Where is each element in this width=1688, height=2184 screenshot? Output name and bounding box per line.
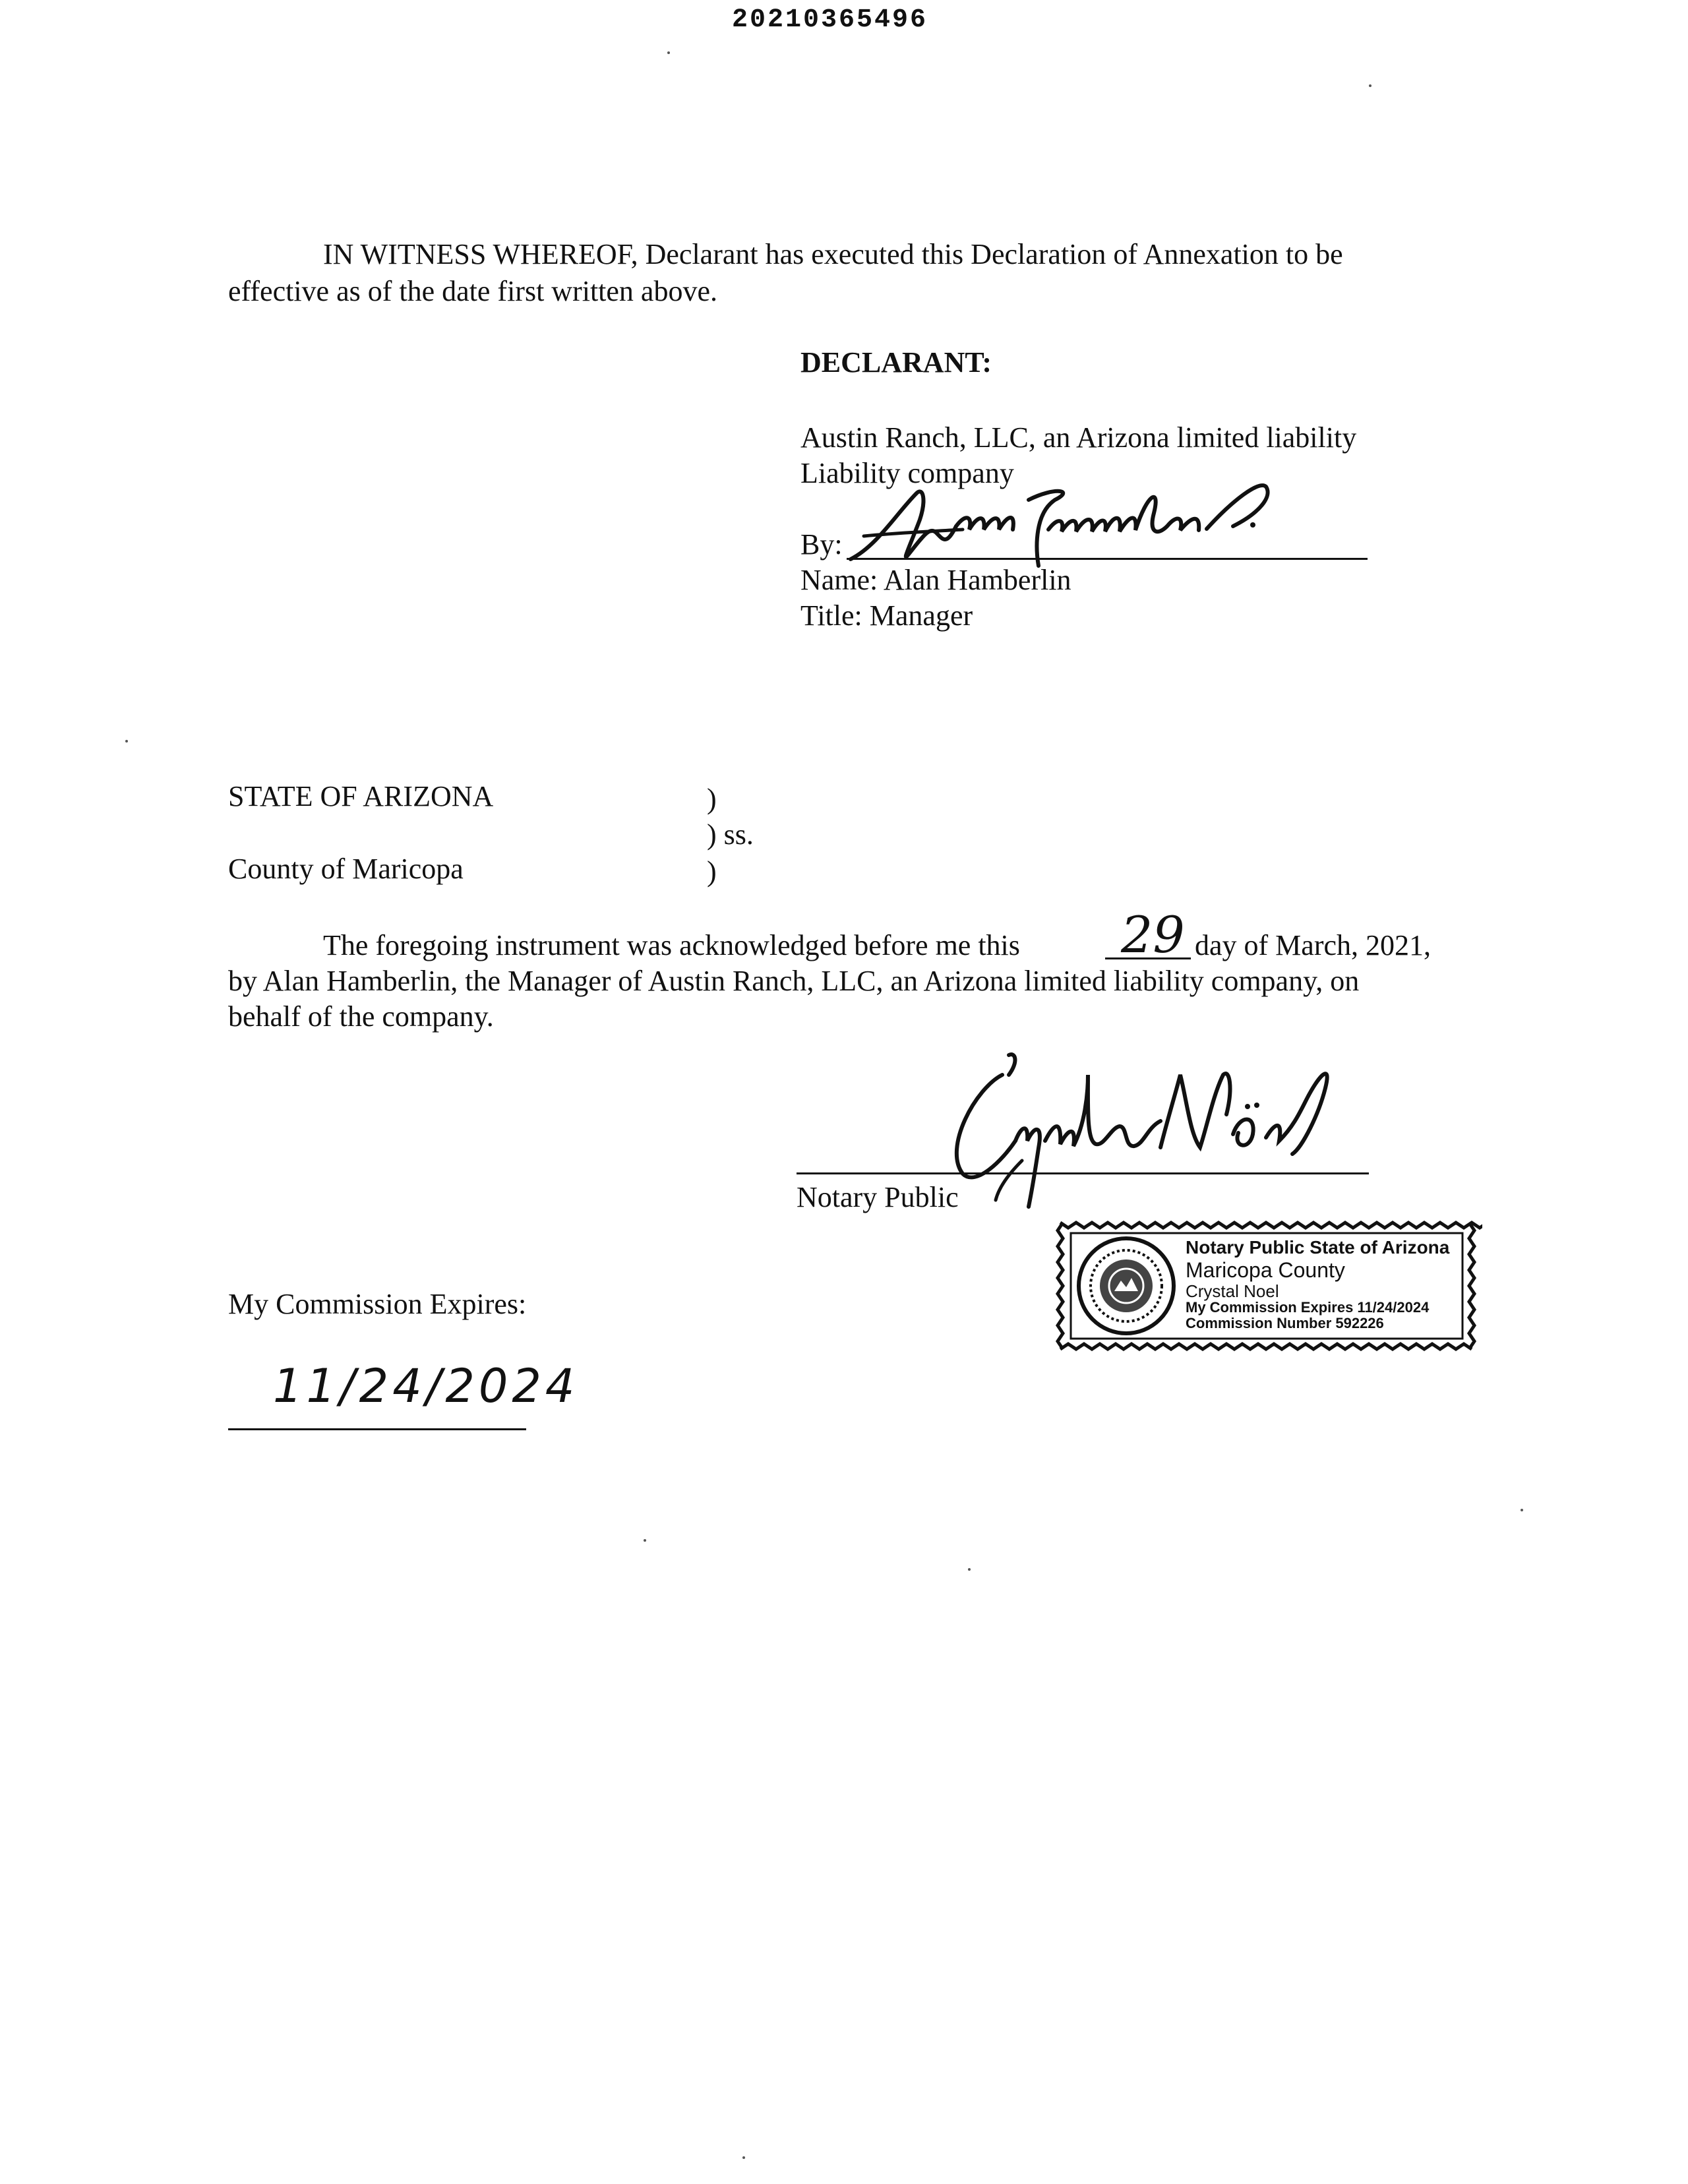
scan-speck <box>125 740 128 743</box>
venue-county: County of Maricopa <box>228 853 464 885</box>
witness-clause-line2: effective as of the date first written above. <box>228 275 717 307</box>
stamp-line2: Maricopa County <box>1186 1258 1345 1282</box>
venue-state: STATE OF ARIZONA <box>228 780 494 812</box>
commission-date-handwritten: 11/24/2024 <box>273 1359 579 1413</box>
scan-speck <box>742 2156 745 2159</box>
notary-signature <box>923 1048 1358 1220</box>
acknowledgment-line1-after: day of March, 2021, <box>1195 929 1432 961</box>
day-handwritten: 29 <box>1121 905 1185 964</box>
scan-speck <box>644 1539 646 1542</box>
by-label: By: <box>800 528 843 561</box>
declarant-company-line2: Liability company <box>800 457 1014 489</box>
venue-paren-3: ) <box>707 855 717 888</box>
notary-public-label: Notary Public <box>797 1181 959 1213</box>
acknowledgment-line2: by Alan Hamberlin, the Manager of Austin Ranch, LLC, an Arizona limited liability company, on <box>228 965 1360 997</box>
declarant-title: Title: Manager <box>800 599 973 632</box>
scan-speck <box>968 1568 971 1571</box>
scan-speck <box>1369 84 1372 87</box>
recording-number: 20210365496 <box>732 5 928 35</box>
acknowledgment-line1-before: The foregoing instrument was acknowledged before me this <box>323 929 1020 961</box>
scan-speck <box>667 51 670 54</box>
acknowledgment-line3: behalf of the company. <box>228 1000 494 1033</box>
stamp-line5: Commission Number 592226 <box>1186 1315 1384 1331</box>
venue-ss: ) ss. <box>707 818 754 851</box>
notary-stamp <box>1054 1213 1482 1360</box>
stamp-line3: Crystal Noel <box>1186 1281 1279 1301</box>
declarant-heading: DECLARANT: <box>800 346 992 379</box>
declarant-name: Name: Alan Hamberlin <box>800 564 1071 596</box>
declarant-company-line1: Austin Ranch, LLC, an Arizona limited liability <box>800 421 1357 454</box>
venue-paren-1: ) <box>707 783 717 815</box>
witness-clause-line1: IN WITNESS WHEREOF, Declarant has executed this Declaration of Annexation to be <box>323 238 1343 270</box>
stamp-line4: My Commission Expires 11/24/2024 <box>1186 1299 1430 1316</box>
commission-date-line <box>228 1428 526 1430</box>
scan-speck <box>1521 1509 1523 1511</box>
stamp-line1: Notary Public State of Arizona <box>1186 1237 1450 1258</box>
commission-expires-label: My Commission Expires: <box>228 1288 527 1320</box>
